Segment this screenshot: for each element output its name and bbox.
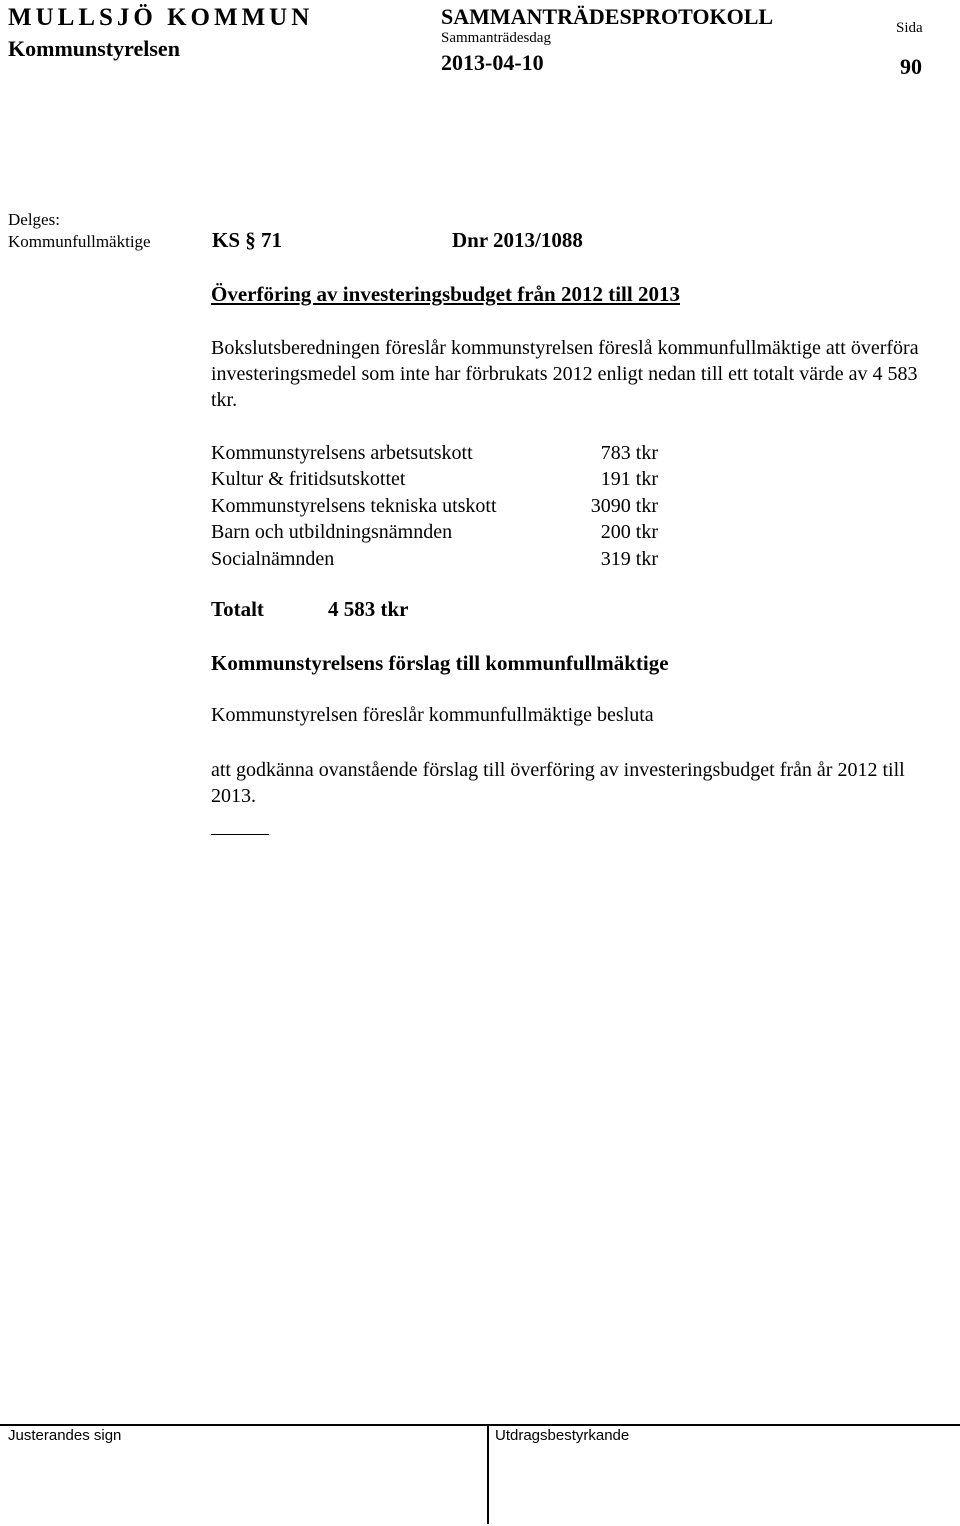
municipality-name: MULLSJÖ KOMMUN <box>8 4 314 31</box>
allocation-amount: 319 tkr <box>600 547 658 570</box>
meeting-date-label: Sammanträdesdag <box>441 30 551 46</box>
total-value: 4 583 tkr <box>328 597 409 621</box>
allocation-amount: 200 tkr <box>600 521 658 544</box>
allocation-name: Kultur & fritidsutskottet <box>211 468 406 491</box>
allocation-name: Kommunstyrelsens tekniska utskott <box>211 494 497 517</box>
proposal-decision: att godkänna ovanstående förslag till överföring av investeringsbudget från år 2012 till 2013. <box>211 759 905 807</box>
case-title: Överföring av investeringsbudget från 2012 till 2013 <box>211 282 680 306</box>
signature-field-label: Justerandes sign <box>8 1427 122 1444</box>
paragraph-number: KS § 71 <box>212 228 283 252</box>
case-intro: Bokslutsberedningen föreslår kommunstyrelsen föreslå kommunfullmäktige att överföra investeringsmedel som inte har förbrukats 2012 enligt nedan till ett totalt värde av 4 583 tkr. <box>211 337 919 411</box>
allocation-row <box>211 493 658 519</box>
proposal-heading: Kommunstyrelsens förslag till kommunfullmäktige <box>211 651 669 675</box>
allocation-row <box>211 546 658 572</box>
end-rule <box>211 834 269 835</box>
allocation-amount: 3090 tkr <box>590 494 658 517</box>
diary-number: Dnr 2013/1088 <box>452 228 583 252</box>
extract-certification-label: Utdragsbestyrkande <box>495 1427 630 1444</box>
allocation-row <box>211 440 658 466</box>
allocation-amount: 783 tkr <box>600 442 658 464</box>
allocation-amount: 191 tkr <box>600 468 658 491</box>
distribution-label: Delges: <box>8 210 60 229</box>
allocation-name: Barn och utbildningsnämnden <box>211 521 453 544</box>
allocation-name: Socialnämnden <box>211 547 335 570</box>
page-label: Sida <box>896 20 923 36</box>
allocation-row <box>211 466 658 492</box>
page-number: 90 <box>900 54 922 79</box>
allocation-row <box>211 519 658 545</box>
total-label: Totalt <box>211 597 264 621</box>
allocation-table <box>211 440 658 572</box>
footer-column-divider <box>487 1424 489 1524</box>
footer-divider-line <box>0 1424 960 1426</box>
document-type: SAMMANTRÄDESPROTOKOLL <box>441 4 774 29</box>
meeting-date: 2013-04-10 <box>441 50 544 75</box>
proposal-lead: Kommunstyrelsen föreslår kommunfullmäktige besluta <box>211 704 654 726</box>
allocation-name: Kommunstyrelsens arbetsutskott <box>211 442 473 464</box>
distribution-recipient: Kommunfullmäktige <box>8 232 151 251</box>
committee-name: Kommunstyrelsen <box>8 36 180 61</box>
